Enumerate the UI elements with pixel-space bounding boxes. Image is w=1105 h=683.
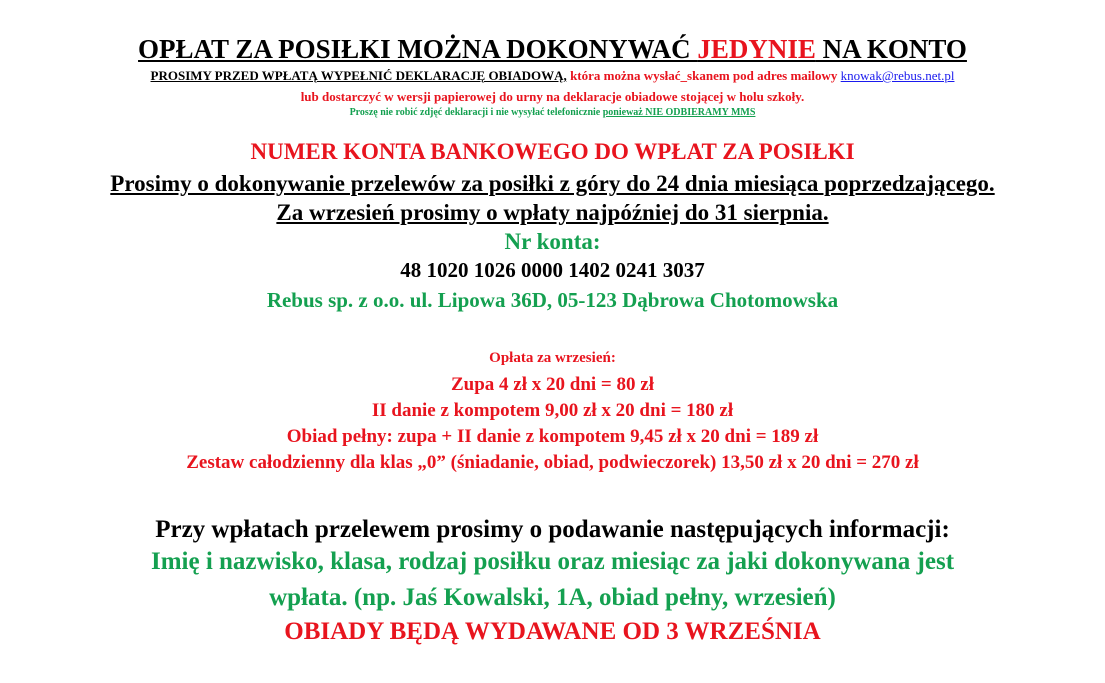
september-deadline: Za wrzesień prosimy o wpłaty najpóźniej do 31 sierpnia. bbox=[276, 200, 829, 225]
account-label: Nr konta: bbox=[504, 229, 601, 254]
title-part2: NA KONTO bbox=[815, 34, 967, 64]
declaration-line bbox=[0, 68, 1105, 84]
fee-item: Zestaw całodzienny dla klas „0” (śniadanie, obiad, podwieczorek) 13,50 zł x 20 dni = 270 zł bbox=[186, 452, 919, 473]
bank-heading: NUMER KONTA BANKOWEGO DO WPŁAT ZA POSIŁKI bbox=[250, 139, 855, 164]
company-address: Rebus sp. z o.o. ul. Lipowa 36D, 05-123 Dąbrowa Chotomowska bbox=[266, 288, 839, 312]
fee-item: II danie z kompotem 9,00 zł x 20 dni = 180 zł bbox=[371, 400, 734, 421]
fees-heading: Opłata za wrzesień: bbox=[489, 350, 616, 366]
photo-note bbox=[0, 107, 1105, 118]
info-heading: Przy wpłatach przelewem prosimy o podawanie następujących informacji: bbox=[155, 516, 950, 543]
serving-notice: OBIADY BĘDĄ WYDAWANE OD 3 WRZEŚNIA bbox=[284, 618, 821, 645]
payment-request: Prosimy o dokonywanie przelewów za posiłki z góry do 24 dnia miesiąca poprzedzającego. bbox=[110, 171, 995, 196]
email-link[interactable]: knowak@rebus.net.pl bbox=[840, 68, 955, 83]
declaration-suffix: która można wysłać_skanem pod adres mailowy bbox=[566, 68, 841, 83]
paper-note: lub dostarczyć w wersji papierowej do urny na deklaracje obiadowe stojącej w holu szkoły. bbox=[300, 89, 805, 104]
photo-note-link: ponieważ NIE ODBIERAMY MMS bbox=[602, 107, 756, 118]
info-line: wpłata. (np. Jaś Kowalski, 1A, obiad pełny, wrzesień) bbox=[269, 584, 836, 611]
photo-note-prefix: Proszę nie robić zdjęć deklaracji i nie wysyłać telefonicznie bbox=[349, 107, 603, 118]
info-line: Imię i nazwisko, klasa, rodzaj posiłku oraz miesiąc za jaki dokonywana jest bbox=[150, 548, 955, 575]
declaration-prefix: PROSIMY PRZED WPŁATĄ WYPEŁNIĆ DEKLARACJĘ OBIADOWĄ, bbox=[150, 68, 567, 83]
title-part1: OPŁAT ZA POSIŁKI MOŻNA DOKONYWAĆ bbox=[138, 34, 698, 64]
title-highlight: JEDYNIE bbox=[697, 34, 816, 64]
page-title bbox=[0, 34, 1105, 65]
fee-item: Zupa 4 zł x 20 dni = 80 zł bbox=[451, 374, 654, 395]
fee-item: Obiad pełny: zupa + II danie z kompotem 9,45 zł x 20 dni = 189 zł bbox=[286, 426, 819, 447]
account-number: 48 1020 1026 0000 1402 0241 3037 bbox=[400, 258, 705, 282]
